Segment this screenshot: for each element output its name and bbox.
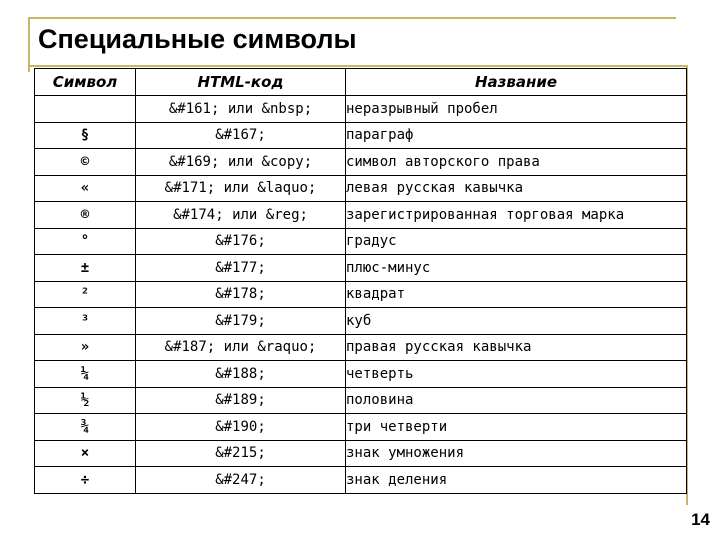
table-row: [35, 96, 687, 123]
table-row: [35, 122, 687, 149]
symbol-cell: ±: [35, 255, 136, 282]
left-rule: [28, 17, 30, 72]
name-cell: знак умножения: [346, 440, 687, 467]
symbol-cell: ³: [35, 308, 136, 335]
table-row: [35, 281, 687, 308]
html-code-cell: &#247;: [136, 467, 346, 494]
html-code-cell: &#174; или &reg;: [136, 202, 346, 229]
table-row: [35, 361, 687, 388]
column-header-symbol: Символ: [35, 69, 136, 96]
symbol-cell: »: [35, 334, 136, 361]
table-row: [35, 308, 687, 335]
name-cell: три четверти: [346, 414, 687, 441]
html-code-cell: &#169; или &copy;: [136, 149, 346, 176]
symbol-cell: ¼: [35, 361, 136, 388]
symbol-cell: ²: [35, 281, 136, 308]
column-header-html-code: HTML-код: [136, 69, 346, 96]
html-code-cell: &#215;: [136, 440, 346, 467]
table-row: [35, 202, 687, 229]
symbol-cell: °: [35, 228, 136, 255]
html-code-cell: &#187; или &raquo;: [136, 334, 346, 361]
table-row: [35, 334, 687, 361]
table-row: [35, 440, 687, 467]
name-cell: неразрывный пробел: [346, 96, 687, 123]
html-code-cell: &#190;: [136, 414, 346, 441]
html-code-cell: &#171; или &laquo;: [136, 175, 346, 202]
title-underline-rule: [28, 65, 688, 67]
symbol-cell: ÷: [35, 467, 136, 494]
html-code-cell: &#178;: [136, 281, 346, 308]
table-row: [35, 149, 687, 176]
table-row: [35, 175, 687, 202]
name-cell: градус: [346, 228, 687, 255]
table-row: [35, 467, 687, 494]
html-code-cell: &#176;: [136, 228, 346, 255]
html-code-cell: &#188;: [136, 361, 346, 388]
html-code-cell: &#177;: [136, 255, 346, 282]
name-cell: половина: [346, 387, 687, 414]
table-row: [35, 228, 687, 255]
symbol-cell: ×: [35, 440, 136, 467]
name-cell: левая русская кавычка: [346, 175, 687, 202]
special-symbols-table: [34, 68, 687, 494]
page-number: 14: [691, 510, 710, 529]
page-title: Специальные символы: [38, 24, 357, 54]
html-code-cell: &#189;: [136, 387, 346, 414]
name-cell: плюс-минус: [346, 255, 687, 282]
table-row: [35, 387, 687, 414]
table-row: [35, 414, 687, 441]
html-code-cell: &#167;: [136, 122, 346, 149]
table-header-row: [35, 69, 687, 96]
symbol-cell: «: [35, 175, 136, 202]
name-cell: параграф: [346, 122, 687, 149]
name-cell: четверть: [346, 361, 687, 388]
symbol-cell: ¾: [35, 414, 136, 441]
html-code-cell: &#161; или &nbsp;: [136, 96, 346, 123]
table-row: [35, 255, 687, 282]
symbol-cell: ©: [35, 149, 136, 176]
symbol-cell: §: [35, 122, 136, 149]
name-cell: правая русская кавычка: [346, 334, 687, 361]
symbol-cell: ½: [35, 387, 136, 414]
name-cell: символ авторского права: [346, 149, 687, 176]
name-cell: зарегистрированная торговая марка: [346, 202, 687, 229]
top-rule: [28, 17, 676, 19]
symbol-cell: [35, 96, 136, 123]
column-header-name: Название: [346, 69, 687, 96]
html-code-cell: &#179;: [136, 308, 346, 335]
name-cell: куб: [346, 308, 687, 335]
table-body: [35, 96, 687, 494]
name-cell: знак деления: [346, 467, 687, 494]
name-cell: квадрат: [346, 281, 687, 308]
symbol-cell: ®: [35, 202, 136, 229]
